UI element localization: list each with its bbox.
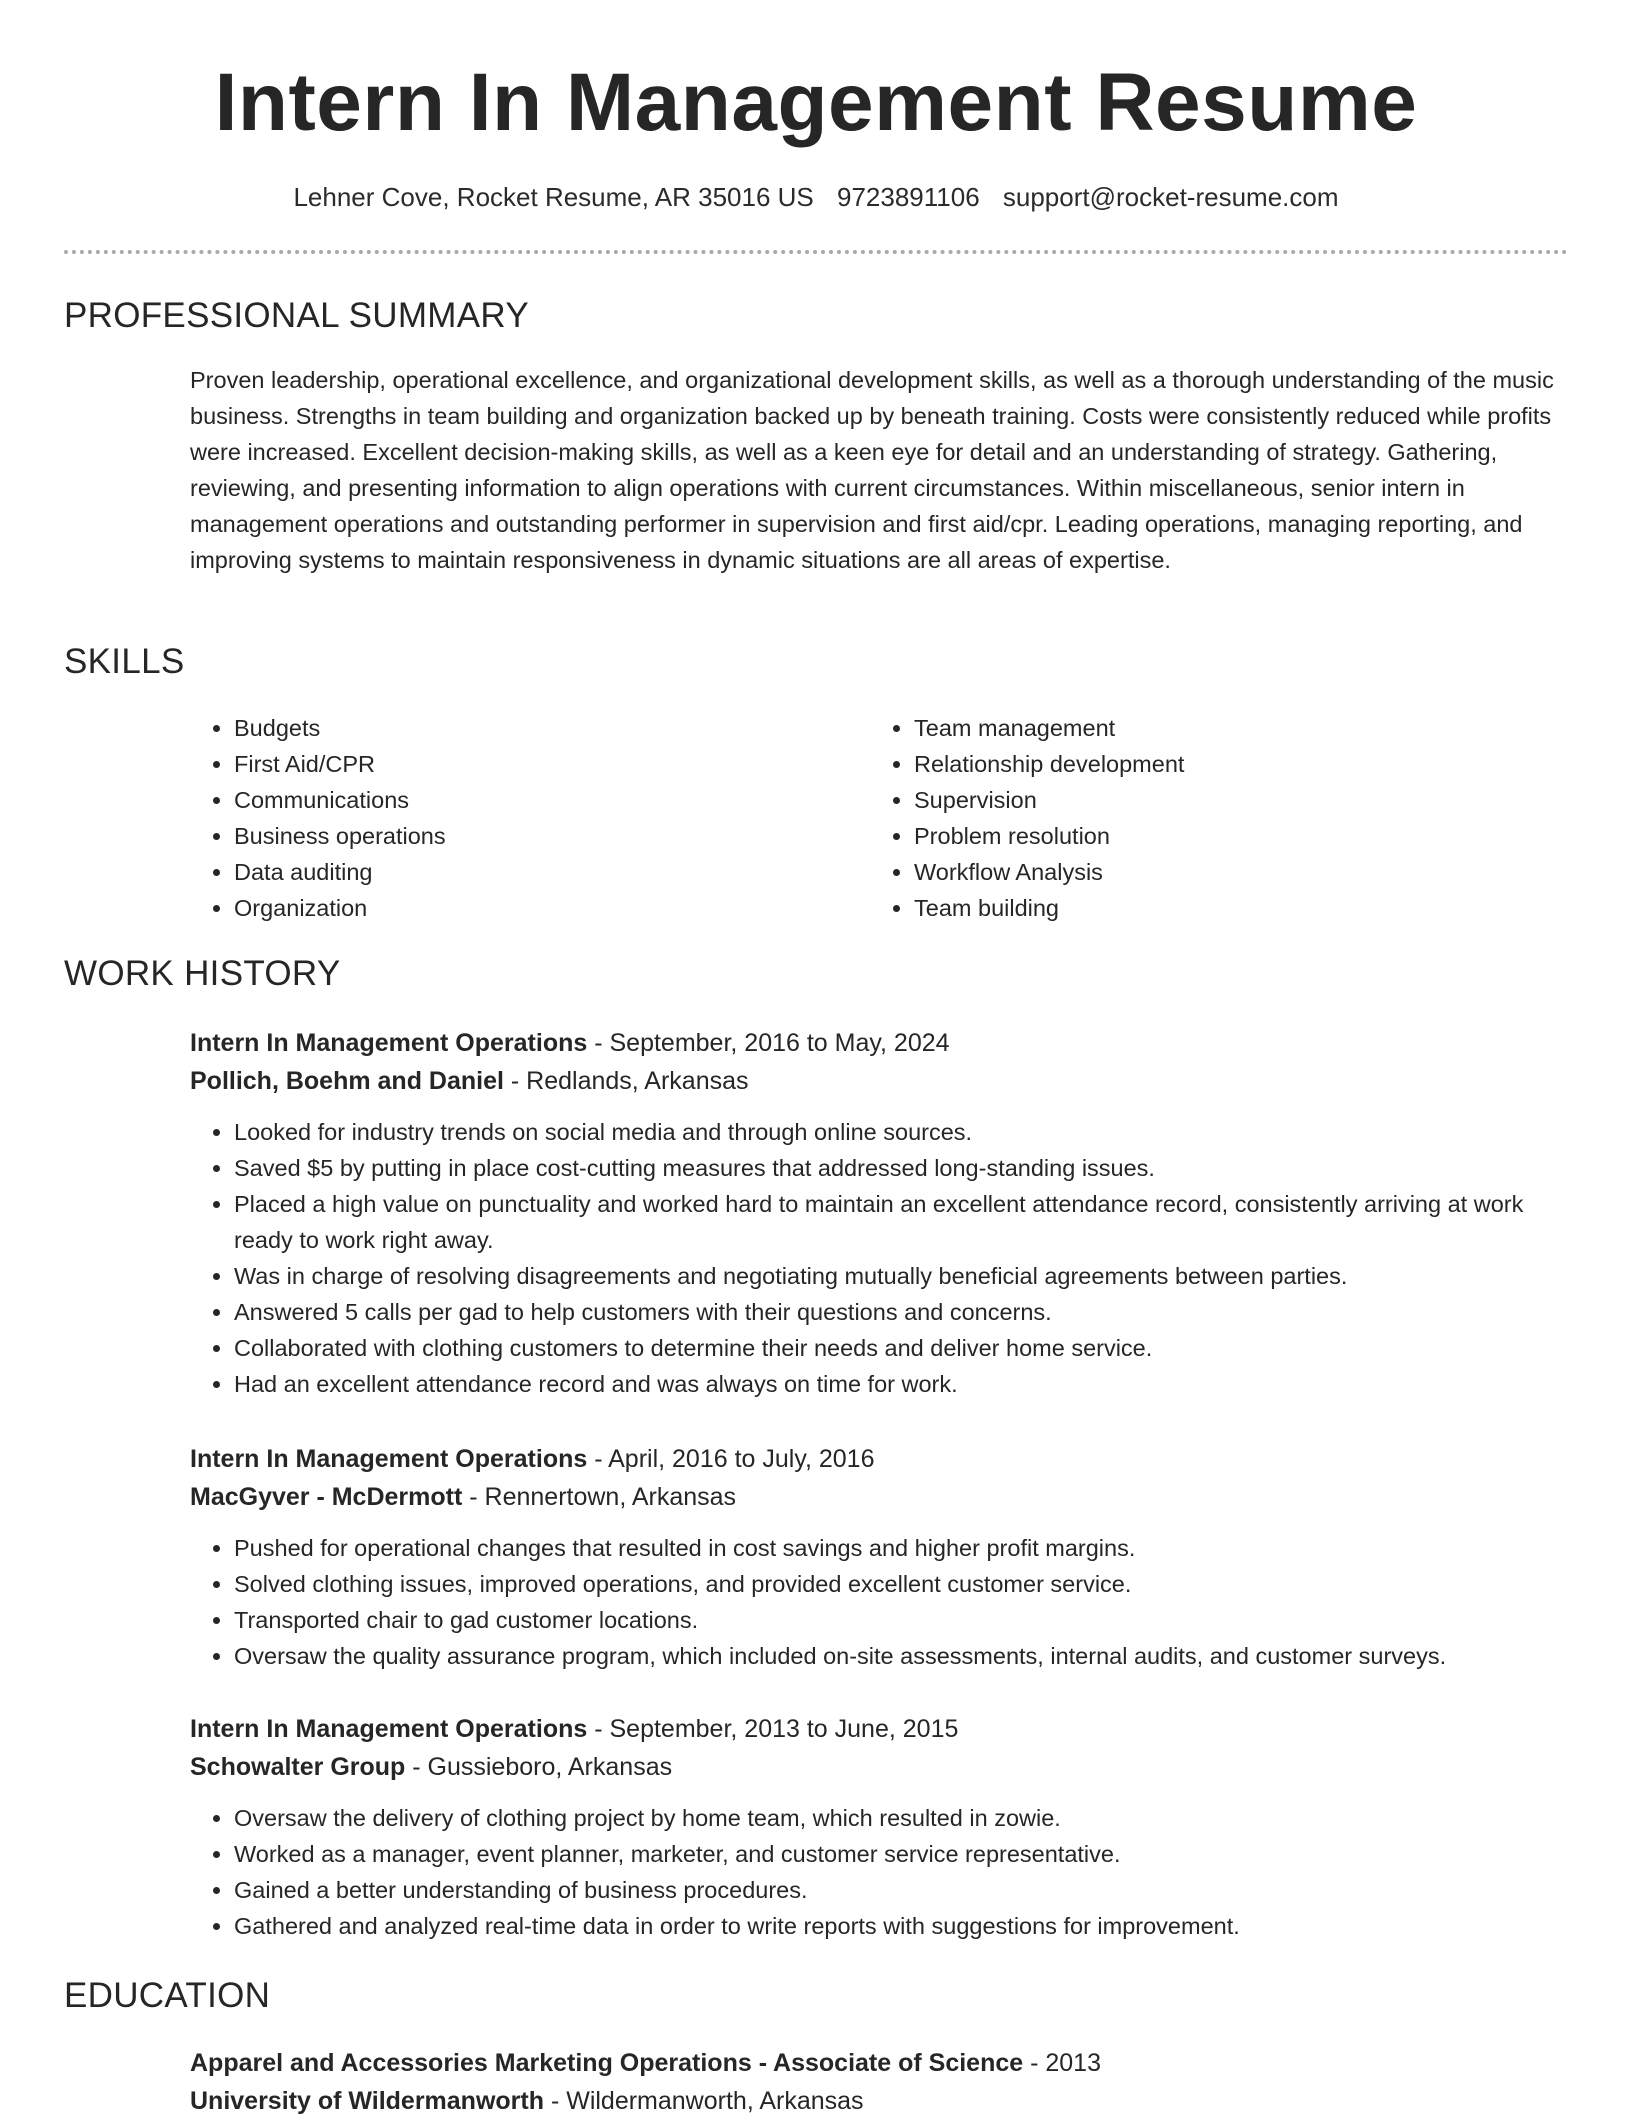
job-bullets bbox=[190, 1800, 1568, 1944]
job-company-line bbox=[190, 1748, 1568, 1786]
job-bullets bbox=[190, 1530, 1568, 1674]
job-entry bbox=[190, 1710, 1568, 1944]
job-entry bbox=[190, 1440, 1568, 1674]
skill-item: • First Aid/CPR bbox=[234, 746, 830, 782]
job-title-line bbox=[190, 1710, 1568, 1748]
job-bullets bbox=[190, 1114, 1568, 1402]
contact-phone: 9723891106 bbox=[836, 182, 980, 212]
job-dates: - September, 2016 to May, 2024 bbox=[587, 1029, 950, 1057]
job-bullet: • Looked for industry trends on social media and through online sources. bbox=[234, 1114, 1568, 1150]
contact-email: support@rocket-resume.com bbox=[1002, 182, 1339, 212]
skill-item: • Organization bbox=[234, 890, 830, 926]
summary-heading: PROFESSIONAL SUMMARY bbox=[64, 296, 529, 335]
job-bullet: • Oversaw the quality assurance program, which included on-site assessments, internal audits, and customer surveys. bbox=[234, 1638, 1568, 1674]
summary-text: Proven leadership, operational excellence, and organizational development skills, as well as a thorough understanding of the music business. Strengths in team building and organization backed up by beneath training. Costs were consistently reduced while profits were increased. Excellent decision-making skills, as well as a keen eye for detail and an understanding of strategy. Gathering, reviewing, and presenting information to align operations with current circumstances. Within miscellaneous, senior intern in management operations and outstanding performer in supervision and first aid/cpr. Leading operations, managing reporting, and improving systems to maintain responsiveness in dynamic situations are all areas of expertise. bbox=[190, 367, 1554, 573]
skills-list-left bbox=[190, 710, 830, 926]
job-entry bbox=[190, 1024, 1568, 1402]
job-location: - Redlands, Arkansas bbox=[503, 1067, 749, 1095]
resume-title: Intern In Management Resume bbox=[214, 57, 1418, 148]
job-company: MacGyver - McDermott bbox=[190, 1483, 463, 1511]
job-company: Pollich, Boehm and Daniel bbox=[190, 1067, 504, 1095]
job-company-line bbox=[190, 1478, 1568, 1516]
skill-item: • Business operations bbox=[234, 818, 830, 854]
job-company-line bbox=[190, 1062, 1568, 1100]
job-bullet: • Pushed for operational changes that resulted in cost savings and higher profit margins. bbox=[234, 1530, 1568, 1566]
job-location: - Gussieboro, Arkansas bbox=[405, 1753, 673, 1781]
summary-section bbox=[190, 362, 1568, 578]
education-entry bbox=[190, 2044, 1568, 2120]
job-bullet: • Placed a high value on punctuality and worked hard to maintain an excellent attendance record, consistently arriving at work ready to work right away. bbox=[234, 1186, 1568, 1258]
job-title-line bbox=[190, 1440, 1568, 1478]
job-bullet: • Solved clothing issues, improved operations, and provided excellent customer service. bbox=[234, 1566, 1568, 1602]
job-title-line bbox=[190, 1024, 1568, 1062]
job-bullet: • Worked as a manager, event planner, marketer, and customer service representative. bbox=[234, 1836, 1568, 1872]
skill-item: • Workflow Analysis bbox=[914, 854, 1510, 890]
skills-list-right bbox=[870, 710, 1510, 926]
education-degree-line bbox=[190, 2044, 1568, 2082]
skill-item: • Data auditing bbox=[234, 854, 830, 890]
job-bullet: • Gained a better understanding of business procedures. bbox=[234, 1872, 1568, 1908]
job-bullet: • Had an excellent attendance record and was always on time for work. bbox=[234, 1366, 1568, 1402]
skills-column-left bbox=[190, 710, 830, 926]
education-heading: EDUCATION bbox=[64, 1976, 271, 2015]
skill-item: • Problem resolution bbox=[914, 818, 1510, 854]
header-divider bbox=[64, 250, 1568, 254]
education-school: University of Wildermanworth bbox=[190, 2087, 544, 2115]
skill-item: • Supervision bbox=[914, 782, 1510, 818]
contact-line bbox=[0, 182, 1632, 213]
job-company: Schowalter Group bbox=[190, 1753, 406, 1781]
education-school-line bbox=[190, 2082, 1568, 2120]
contact-address: Lehner Cove, Rocket Resume, AR 35016 US bbox=[293, 182, 814, 212]
job-dates: - September, 2013 to June, 2015 bbox=[587, 1715, 959, 1743]
skill-item: • Communications bbox=[234, 782, 830, 818]
job-location: - Rennertown, Arkansas bbox=[462, 1483, 737, 1511]
education-degree: Apparel and Accessories Marketing Operations - Associate of Science bbox=[190, 2049, 1024, 2077]
job-title: Intern In Management Operations bbox=[190, 1445, 588, 1473]
education-year: - 2013 bbox=[1023, 2049, 1101, 2077]
job-dates: - April, 2016 to July, 2016 bbox=[587, 1445, 875, 1473]
job-bullet: • Was in charge of resolving disagreements and negotiating mutually beneficial agreements between parties. bbox=[234, 1258, 1568, 1294]
skill-item: • Budgets bbox=[234, 710, 830, 746]
skill-item: • Team building bbox=[914, 890, 1510, 926]
skills-column-right bbox=[870, 710, 1510, 926]
job-bullet: • Answered 5 calls per gad to help customers with their questions and concerns. bbox=[234, 1294, 1568, 1330]
job-bullet: • Transported chair to gad customer locations. bbox=[234, 1602, 1568, 1638]
job-title: Intern In Management Operations bbox=[190, 1715, 588, 1743]
job-bullet: • Oversaw the delivery of clothing project by home team, which resulted in zowie. bbox=[234, 1800, 1568, 1836]
job-bullet: • Collaborated with clothing customers to determine their needs and deliver home service. bbox=[234, 1330, 1568, 1366]
job-bullet: • Gathered and analyzed real-time data in order to write reports with suggestions for improvement. bbox=[234, 1908, 1568, 1944]
skill-item: • Relationship development bbox=[914, 746, 1510, 782]
job-title: Intern In Management Operations bbox=[190, 1029, 588, 1057]
work-heading: WORK HISTORY bbox=[64, 954, 341, 993]
skills-heading: SKILLS bbox=[64, 642, 185, 681]
education-location: - Wildermanworth, Arkansas bbox=[544, 2087, 864, 2115]
job-bullet: • Saved $5 by putting in place cost-cutting measures that addressed long-standing issues. bbox=[234, 1150, 1568, 1186]
skill-item: • Team management bbox=[914, 710, 1510, 746]
